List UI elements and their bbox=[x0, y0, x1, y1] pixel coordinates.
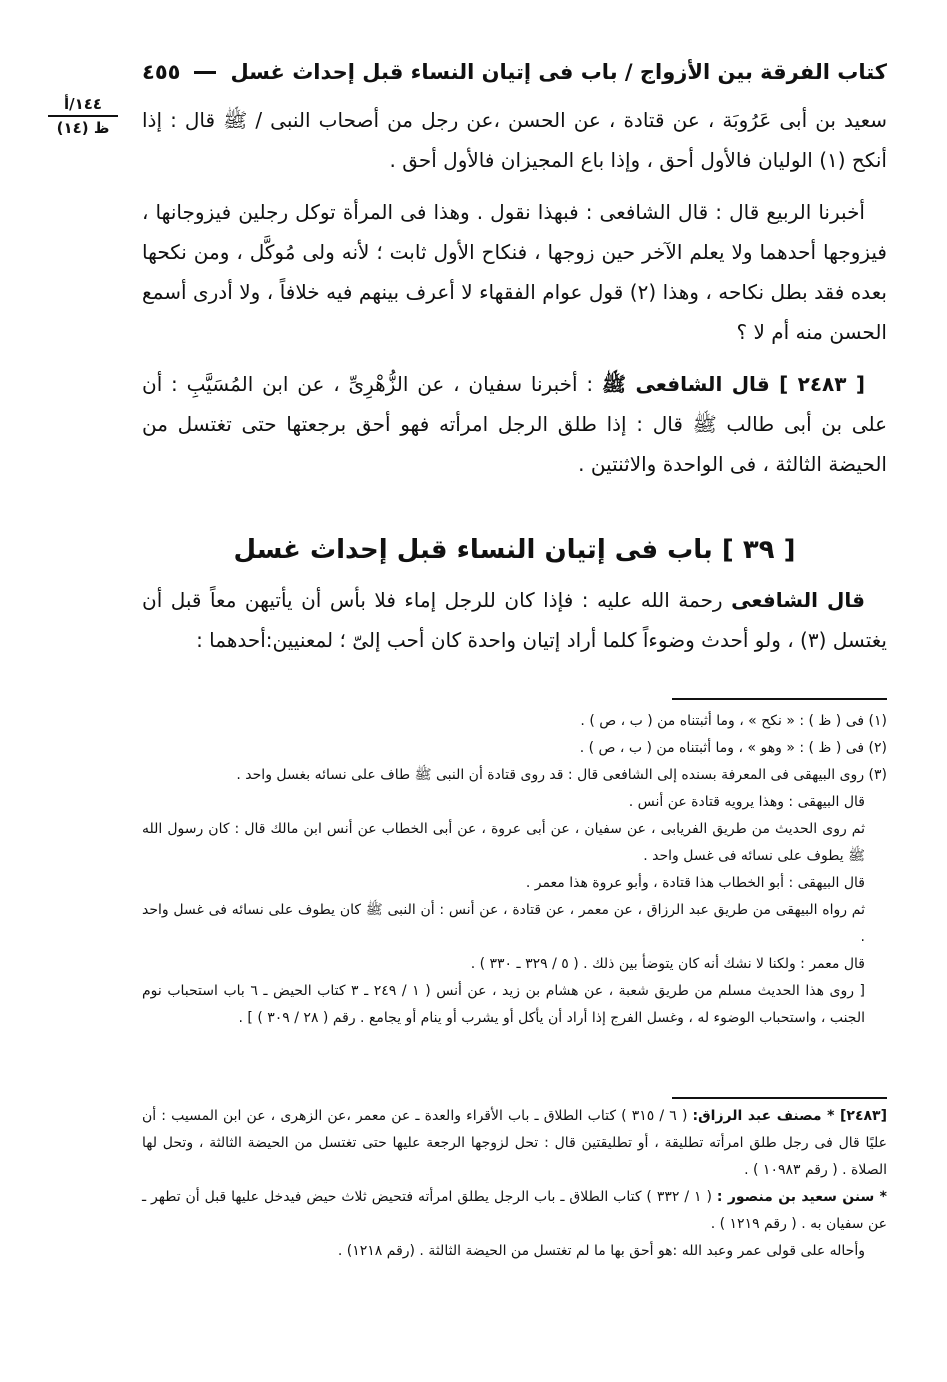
paragraph-3-text: : أخبرنا سفيان ، عن الزُّهْرِىِّ ، عن ابن المُسَيَّبِ : أن على بن أبى طالب ﷺ قال : إذا طلق الرجل امرأته فهو أحق برجعتها حتى تغتسل من الحيضة الثالثة ، فى الواحدة والاثنتين . bbox=[142, 372, 887, 476]
paragraph-4-text: رحمة الله عليه : فإذا كان للرجل إماء فلا بأس أن يأتيهن معاً قبل أن يغتسل (٣) ، ولو أحدث وضوءاً كلما أراد إتيان واحدة كان أحب إلىّ ؛ لمعنيين:أحدهما : bbox=[142, 588, 887, 652]
footnote: [ روى هذا الحديث مسلم من طريق شعبة ، عن هشام بن زيد ، عن أنس ( ١ / ٢٤٩ ـ ٣ كتاب الحيض ـ ٦ باب استحباب نوم الجنب ، واستحباب الوضوء له ، وغسل الفرج إذا أراد أن يأكل أو يشرب أو ينام أو يجامع . رقم ( ٢٨ / ٣٠٩ ) ] . bbox=[142, 983, 865, 1026]
takhrij-source: * سنن سعيد بن منصور : bbox=[716, 1189, 887, 1205]
takhrij-text: ( ١ / ٣٣٢ ) كتاب الطلاق ـ باب الرجل يطلق امرأته فتحيض ثلاث حيض فيدخل عليها قبل أن تطهر ـ عن سفيان به . ( رقم ١٢١٩ ) . bbox=[142, 1189, 887, 1232]
page-number: ٤٥٥ bbox=[142, 60, 181, 84]
paragraph-4-lead: قال الشافعى bbox=[731, 588, 865, 612]
chapter-title: [ ٣٩ ] باب فى إتيان النساء قبل إحداث غسل bbox=[233, 535, 796, 565]
takhrij-notes bbox=[142, 1103, 887, 1265]
footnote: ثم رواه البيهقى من طريق عبد الرزاق ، عن معمر ، عن قتادة ، عن أنس : أن النبى ﷺ كان يطوف على نسائه فى غسل واحد . bbox=[142, 902, 865, 945]
takhrij-separator bbox=[672, 1097, 887, 1099]
footnote: (١) فى ( ظ ) : « نكح » ، وما أثبتناه من ( ب ، ص ) . bbox=[580, 713, 887, 729]
manuscript-folio-note bbox=[48, 95, 118, 137]
takhrij-note bbox=[142, 1238, 887, 1265]
footnotes bbox=[142, 708, 887, 1032]
takhrij-note bbox=[142, 1103, 887, 1184]
paragraph-2: أخبرنا الربيع قال : قال الشافعى : فبهذا نقول . وهذا فى المرأة توكل رجلين فيزوجانها ، فيزوجها أحدهما ولا يعلم الآخر حين زوجها ، فنكاح الأول ثابت ؛ لأنه ولى مُوكَّل ، ومن نكحها بعده فقد بطل نكاحه ، وهذا (٢) قول عوام الفقهاء لا أعرف بينهم فيه خلافاً ، ولا أدرى أسمع الحسن منه أم لا ؟ bbox=[142, 200, 887, 344]
footnote: قال البيهقى : وهذا يرويه قتادة عن أنس . bbox=[628, 794, 865, 810]
footnote: (٣) روى البيهقى فى المعرفة بسنده إلى الشافعى قال : قد روى قتادة أن النبى ﷺ طاف على نسائه بغسل واحد . bbox=[236, 767, 887, 783]
takhrij-text: وأحاله على قولى عمر وعبد الله :هو أحق بها ما لم تغتسل من الحيضة الثالثة . (رقم ١٢١٨) . bbox=[337, 1243, 865, 1259]
footnote-separator bbox=[672, 698, 887, 700]
takhrij-source: [٢٤٨٣] * مصنف عبد الرزاق: bbox=[692, 1108, 888, 1124]
takhrij-note bbox=[142, 1184, 887, 1238]
running-header bbox=[142, 52, 887, 92]
footnote: قال معمر : ولكنا لا نشك أنه كان يتوضأ بين ذلك . ( ٥ / ٣٢٩ ـ ٣٣٠ ) . bbox=[470, 956, 865, 972]
header-rule bbox=[194, 71, 216, 74]
footnote: قال البيهقى : أبو الخطاب هذا قتادة ، وأبو عروة هذا معمر . bbox=[525, 875, 865, 891]
paragraph-1: سعيد بن أبى عَرُوبَة ، عن قتادة ، عن الحسن ،عن رجل من أصحاب النبى / ﷺ قال : إذا أنكح (١) الوليان فالأول أحق ، وإذا باع المجيزان فالأول أحق . bbox=[142, 108, 887, 172]
main-text bbox=[142, 100, 887, 672]
running-title: كتاب الفرقة بين الأزواج / باب فى إتيان النساء قبل إحداث غسل bbox=[230, 60, 887, 84]
hadith-number-heading: [ ٢٤٨٣ ] قال الشافعى ﷺ bbox=[601, 372, 865, 396]
footnote: ثم روى الحديث من طريق الفريابى ، عن سفيان ، عن أبى عروة ، عن أبى الخطاب عن أنس ابن مالك قال : كان رسول الله ﷺ يطوف على نسائه فى غسل واحد . bbox=[142, 821, 865, 864]
folio-note-bottom: ظ (١٤) bbox=[56, 119, 110, 137]
folio-note-top: ١٤٤/أ bbox=[48, 95, 118, 117]
footnote: (٢) فى ( ظ ) : « وهو » ، وما أثبتناه من ( ب ، ص ) . bbox=[579, 740, 887, 756]
paragraph-4 bbox=[142, 580, 887, 660]
takhrij-text: ( ٦ / ٣١٥ ) كتاب الطلاق ـ باب الأقراء والعدة ـ عن معمر ،عن الزهرى ، عن ابن المسيب : أن عليًا قال فى رجل طلق امرأته تطليقة ، أو تطليقتين قال : تحل لزوجها الرجعة عليها حتى تغتسل من الحيضة الثالثة ، وتحل لها الصلاة . ( رقم ١٠٩٨٣ ) . bbox=[142, 1108, 887, 1178]
paragraph-3 bbox=[142, 364, 887, 484]
